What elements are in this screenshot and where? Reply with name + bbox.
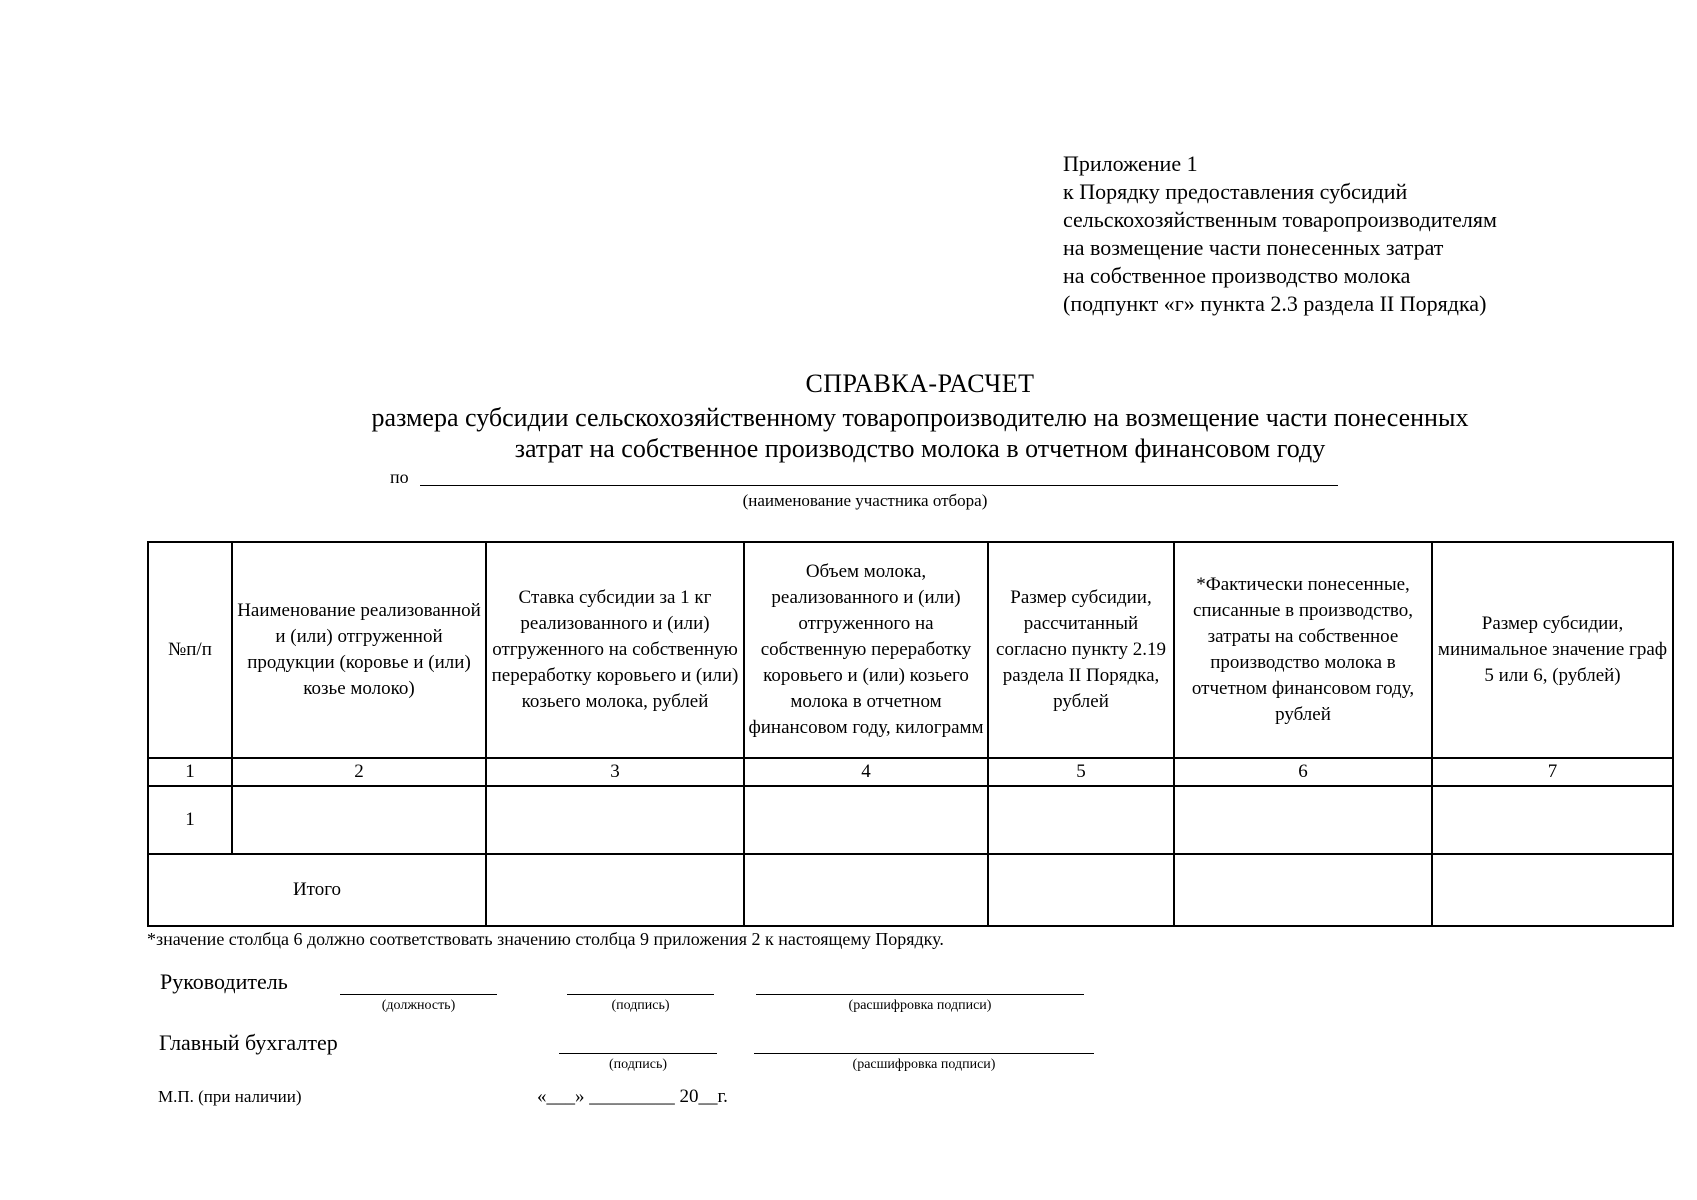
total-subsidy-amount-cell[interactable] — [1432, 854, 1673, 926]
product-name-cell[interactable] — [232, 786, 486, 854]
head-signature-field[interactable] — [567, 994, 714, 995]
signature-caption: (подпись) — [611, 998, 670, 1013]
recipient-prefix: по — [390, 467, 409, 487]
column-number: 7 — [1432, 758, 1673, 786]
header-cell: *Фактически понесенные, списанные в производство, затраты на собственное производство молока в отчетном финансовом году, рублей — [1174, 542, 1432, 758]
calculation-table — [147, 541, 1674, 927]
annex-line: (подпункт «г» пункта 2.3 раздела II Порядка) — [1063, 291, 1487, 316]
subsidy-rate-cell[interactable] — [486, 786, 744, 854]
header-cell: Размер субсидии, минимальное значение граф 5 или 6, (рублей) — [1432, 542, 1673, 758]
actual-costs-cell[interactable] — [1174, 786, 1432, 854]
document-title: СПРАВКА-РАСЧЕТ — [805, 369, 1035, 398]
column-number: 6 — [1174, 758, 1432, 786]
total-actual-costs-cell[interactable] — [1174, 854, 1432, 926]
total-label: Итого — [148, 854, 486, 926]
accountant-label: Главный бухгалтер — [159, 1030, 338, 1055]
column-number: 5 — [988, 758, 1174, 786]
row-number-cell: 1 — [148, 786, 232, 854]
stamp-label: М.П. (при наличии) — [158, 1087, 302, 1106]
footnote: *значение столбца 6 должно соответствовать значению столбца 9 приложения 2 к настоящему Порядку. — [147, 929, 944, 949]
annex-line: на возмещение части понесенных затрат — [1063, 235, 1444, 260]
subtitle-line: затрат на собственное производство молока в отчетном финансовом году — [514, 434, 1326, 463]
head-position-field[interactable] — [340, 994, 497, 995]
header-cell: Объем молока, реализованного и (или) отгруженного на собственную переработку коровьего и (или) козьего молока в отчетном финансовом году, килограмм — [744, 542, 988, 758]
header-cell: №п/п — [148, 542, 232, 758]
annex-line: Приложение 1 — [1063, 151, 1198, 176]
subtitle-line: размера субсидии сельскохозяйственному товаропроизводителю на возмещение части понесенных — [371, 403, 1469, 432]
column-number: 3 — [486, 758, 744, 786]
column-number: 4 — [744, 758, 988, 786]
total-calculated-subsidy-cell[interactable] — [988, 854, 1174, 926]
annex-block — [1063, 150, 1497, 318]
annex-line: сельскохозяйственным товаропроизводителям — [1063, 207, 1497, 232]
table-header-row — [148, 542, 1673, 758]
recipient-name-field[interactable] — [420, 485, 1338, 486]
decoding-caption: (расшифровка подписи) — [848, 998, 992, 1013]
column-number: 1 — [148, 758, 232, 786]
total-milk-volume-cell[interactable] — [744, 854, 988, 926]
decoding-caption: (расшифровка подписи) — [852, 1057, 996, 1072]
header-cell: Размер субсидии, рассчитанный согласно пункту 2.19 раздела II Порядка, рублей — [988, 542, 1174, 758]
annex-line: к Порядку предоставления субсидий — [1063, 179, 1408, 204]
milk-volume-cell[interactable] — [744, 786, 988, 854]
table-row — [148, 786, 1673, 854]
total-row — [148, 854, 1673, 926]
accountant-decoding-field[interactable] — [754, 1053, 1094, 1054]
head-decoding-field[interactable] — [756, 994, 1084, 995]
document-subtitle — [0, 402, 1697, 464]
column-number-row — [148, 758, 1673, 786]
calculated-subsidy-cell[interactable] — [988, 786, 1174, 854]
total-subsidy-rate-cell[interactable] — [486, 854, 744, 926]
header-cell: Ставка субсидии за 1 кг реализованного и (или) отгруженного на собственную переработку коровьего и (или) козьего молока, рублей — [486, 542, 744, 758]
position-caption: (должность) — [381, 998, 456, 1013]
annex-line: на собственное производство молока — [1063, 263, 1411, 288]
date-field[interactable]: «___» _________ 20__г. — [537, 1086, 728, 1107]
head-label: Руководитель — [160, 969, 288, 994]
column-number: 2 — [232, 758, 486, 786]
header-cell: Наименование реализованной и (или) отгруженной продукции (коровье и (или) козье молоко) — [232, 542, 486, 758]
subsidy-amount-cell[interactable] — [1432, 786, 1673, 854]
signature-caption: (подпись) — [608, 1057, 668, 1072]
accountant-signature-field[interactable] — [559, 1053, 717, 1054]
recipient-caption: (наименование участника отбора) — [742, 491, 988, 510]
